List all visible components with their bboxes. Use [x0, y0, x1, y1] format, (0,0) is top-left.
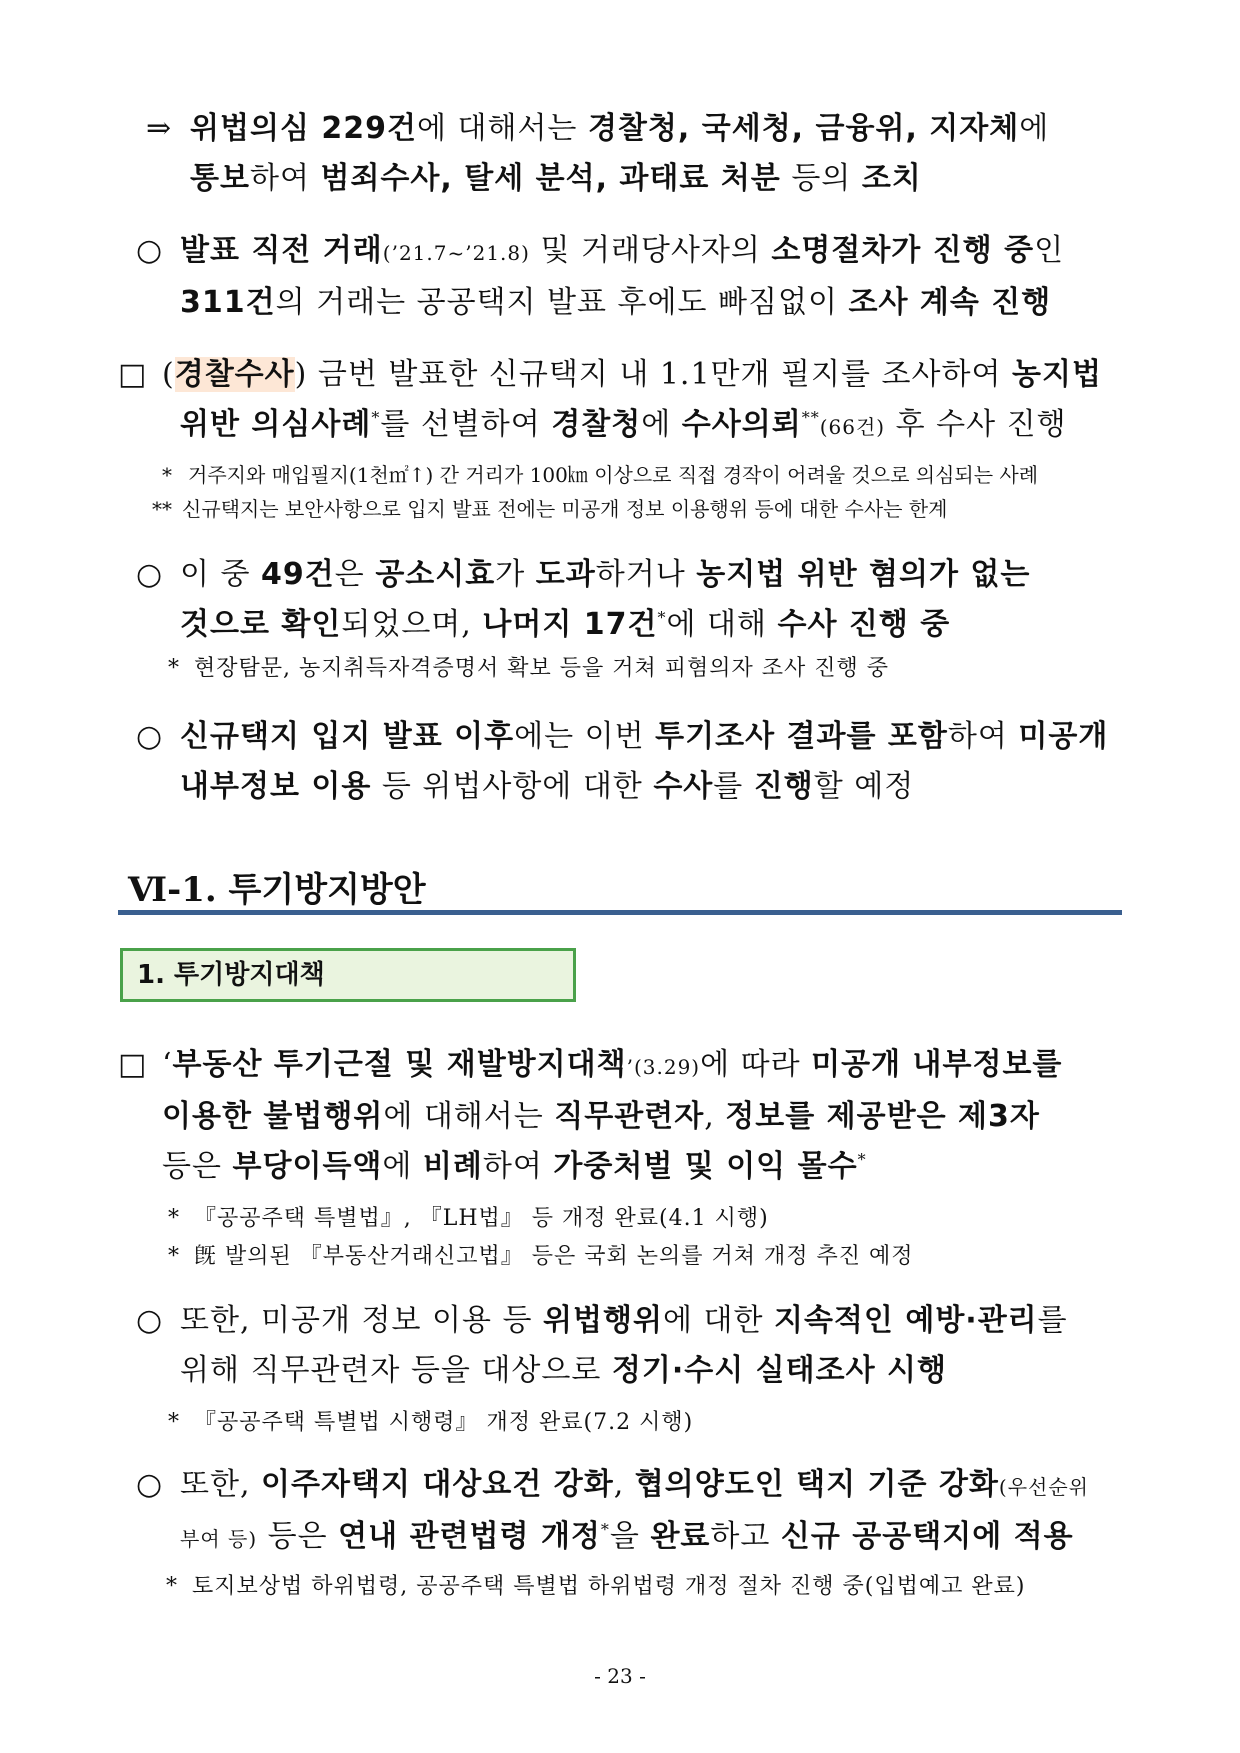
text: 에 대해서는	[383, 1099, 555, 1134]
footnote-mark: *	[657, 608, 667, 627]
footnote-mark: *	[168, 1410, 180, 1435]
text-line	[118, 400, 1102, 452]
text: 하여	[947, 719, 1019, 754]
circle-bullet-icon: ○	[136, 1467, 164, 1502]
emph-text: 협의양도인 택지 기준 강화	[634, 1467, 999, 1502]
circle-bullet-icon: ○	[136, 557, 164, 592]
footnote	[136, 1570, 1089, 1604]
text: 위해 직무관련자 등을 대상으로	[180, 1353, 612, 1388]
emph-text: 수사 진행 중	[777, 607, 951, 642]
emph-text: 311건	[180, 285, 276, 320]
emph-text: 이용한 불법행위	[162, 1099, 384, 1134]
block-statute-expired	[136, 550, 1030, 686]
section-title	[128, 862, 426, 911]
text-line	[136, 712, 1108, 762]
text-line	[118, 1040, 1062, 1092]
emph-text: 발표 직전 거래	[180, 233, 383, 268]
text: 등은	[257, 1519, 339, 1554]
text: 에는 이번	[514, 719, 656, 754]
block-resettlement-land	[136, 1460, 1089, 1604]
text: 등 위법사항에 대한	[371, 769, 654, 804]
text: 가	[495, 557, 536, 592]
text: 할 예정	[813, 769, 915, 804]
text-line	[118, 1092, 1062, 1142]
emph-text: 위법의심 229건	[190, 111, 417, 146]
text: 부여 등)	[180, 1527, 258, 1551]
text-line	[136, 1512, 1089, 1564]
emph-text: 투기조사 결과를 포함	[655, 719, 948, 754]
emph-text: 지속적인 예방·관리	[773, 1303, 1038, 1338]
square-bullet-icon: □	[118, 357, 148, 392]
arrow-icon: ⇒	[146, 111, 173, 146]
text: ,	[704, 1099, 726, 1134]
emph-text: 이주자택지 대상요건 강화	[261, 1467, 614, 1502]
text: 을	[609, 1519, 651, 1554]
block-pre-announcement	[136, 226, 1064, 328]
block-after-announcement	[136, 712, 1108, 812]
emph-text: 내부정보 이용	[180, 769, 372, 804]
text: 의 거래는 공공택지 발표 후에도 빠짐없이	[275, 285, 849, 320]
text: 은	[334, 557, 376, 592]
emph-text: 부동산 투기근절 및 재발방지대책	[172, 1047, 627, 1082]
text: (우선순위	[998, 1475, 1090, 1499]
emph-text: 농지법	[1011, 357, 1102, 392]
footnote-text: 旣 발의된 『부동산거래신고법』 등은 국회 논의를 거쳐 개정 추진 예정	[194, 1244, 914, 1269]
emph-text: 신규 공공택지에 적용	[780, 1519, 1074, 1554]
text-line	[136, 1296, 1068, 1346]
emph-text: 비례	[422, 1149, 483, 1184]
emph-text: 진행	[753, 769, 814, 804]
text-line	[136, 226, 1064, 278]
footnote-text: 토지보상법 하위법령, 공공주택 특별법 하위법령 개정 절차 진행 중(입법예고 완료)	[192, 1574, 1026, 1599]
text: ‘	[162, 1047, 173, 1082]
text-line	[118, 350, 1102, 400]
text: 하거나	[595, 557, 697, 592]
footnote-mark: *	[857, 1150, 867, 1169]
footnote-mark: **	[801, 408, 820, 427]
text-line	[136, 1346, 1068, 1396]
subsection-box	[120, 948, 576, 1002]
emph-text: 공소시효	[375, 557, 496, 592]
section-number: Ⅵ-1.	[128, 870, 217, 910]
text: 하여	[249, 161, 321, 196]
text: )	[294, 357, 308, 392]
emph-text: 신규택지 입지 발표 이후	[180, 719, 515, 754]
emph-text: 경찰청	[551, 407, 642, 442]
section-title-text: 투기방지방안	[228, 870, 426, 910]
emph-text: 조치	[861, 161, 922, 196]
emph-text: 위법행위	[543, 1303, 663, 1338]
page-number: - 23 -	[594, 1664, 646, 1688]
emph-text: 49건	[261, 557, 335, 592]
emph-text: 직무관련자	[554, 1099, 705, 1134]
emph-text: 미공개	[1018, 719, 1109, 754]
emph-text: 나머지 17건	[482, 607, 658, 642]
footnote-mark: *	[600, 1520, 610, 1539]
footnote-mark: *	[168, 1206, 180, 1231]
block-police-investigation	[118, 350, 1102, 526]
block-regular-inspection	[136, 1296, 1068, 1440]
text: 금번 발표한 신규택지 내 1.1만개 필지를 조사하여	[307, 357, 1012, 392]
footnote	[136, 1406, 1068, 1440]
footnote-mark: *	[162, 463, 172, 487]
text: 되었으며,	[341, 607, 483, 642]
emph-text: 정기·수시 실태조사 시행	[611, 1353, 947, 1388]
text: 에 대해	[666, 607, 778, 642]
footnote-text: 『공공주택 특별법 시행령』 개정 완료(7.2 시행)	[194, 1410, 694, 1435]
text-line	[136, 600, 1030, 650]
footnote-mark: *	[168, 656, 180, 681]
text: 에	[382, 1149, 423, 1184]
highlighted-term: 경찰수사	[174, 357, 295, 392]
section-divider	[118, 910, 1122, 915]
text-line	[118, 1142, 1062, 1192]
emph-text: 범죄수사, 탈세 분석, 과태료 처분	[320, 161, 781, 196]
footnote	[118, 1240, 1062, 1274]
emph-text: 정보를 제공받은 제3자	[725, 1099, 1040, 1134]
emph-text: 수사의뢰	[681, 407, 802, 442]
text: 및 거래당사자의	[529, 233, 772, 268]
text: 에 따라	[700, 1047, 812, 1082]
block-prevention-measures	[118, 1040, 1062, 1274]
emph-text: 완료	[650, 1519, 711, 1554]
circle-bullet-icon: ○	[136, 719, 164, 754]
footnote-mark: **	[152, 497, 172, 521]
footnote	[136, 652, 1030, 686]
emph-text: 조사 계속 진행	[848, 285, 1052, 320]
text: 를	[1037, 1303, 1068, 1338]
text: (’21.7~’21.8)	[382, 241, 530, 265]
emph-text: 소명절차가 진행 중	[771, 233, 1035, 268]
emph-text: 도과	[535, 557, 596, 592]
emph-text: 수사	[653, 769, 714, 804]
footnote-mark: *	[168, 1244, 180, 1269]
text-line	[146, 104, 1049, 154]
circle-bullet-icon: ○	[136, 1303, 164, 1338]
circle-bullet-icon: ○	[136, 233, 164, 268]
text: 에 대해서는	[416, 111, 588, 146]
footnote	[118, 1202, 1062, 1236]
text: 등은	[162, 1149, 233, 1184]
emph-text: 부당이득액	[232, 1149, 383, 1184]
square-bullet-icon: □	[118, 1047, 148, 1082]
emph-text: 연내 관련법령 개정	[338, 1519, 601, 1554]
text: (	[162, 357, 175, 392]
text-line	[136, 278, 1064, 328]
text: ’(3.29)	[626, 1055, 701, 1079]
emph-text: 통보	[190, 161, 250, 196]
footnote	[118, 492, 1102, 526]
block-arrow-result	[146, 104, 1049, 204]
text-line	[136, 762, 1108, 812]
emph-text: 위반 의심사례	[180, 407, 372, 442]
text: (66건)	[819, 415, 886, 439]
emph-text: 농지법 위반 혐의가 없는	[696, 557, 1031, 592]
emph-text: 가중처벌 및 이익 몰수	[553, 1149, 858, 1184]
footnote-text: 『공공주택 특별법』, 『LH법』 등 개정 완료(4.1 시행)	[194, 1206, 769, 1231]
text-line	[146, 154, 1049, 204]
emph-text: 것으로 확인	[180, 607, 342, 642]
text: 하여	[482, 1149, 554, 1184]
footnote-text: 현장탐문, 농지취득자격증명서 확보 등을 거쳐 피혐의자 조사 진행 중	[194, 656, 889, 681]
text: 를 선별하여	[380, 407, 552, 442]
text: 에	[1019, 111, 1050, 146]
footnote-mark: *	[371, 408, 381, 427]
text: ,	[613, 1467, 635, 1502]
text-line	[136, 1460, 1089, 1512]
text: 이 중	[180, 557, 262, 592]
text-line	[136, 550, 1030, 600]
text: 인	[1034, 233, 1065, 268]
text: 에 대한	[662, 1303, 774, 1338]
footnote-mark: *	[166, 1574, 178, 1599]
footnote-text: 거주지와 매입필지(1천㎡↑) 간 거리가 100㎞ 이상으로 직접 경작이 어려울 것으로 의심되는 사례	[188, 463, 1039, 487]
footnote	[118, 458, 1102, 492]
text: 또한, 미공개 정보 이용 등	[180, 1303, 544, 1338]
text: 하고	[710, 1519, 781, 1554]
emph-text: 미공개 내부정보를	[811, 1047, 1063, 1082]
text: 에	[641, 407, 682, 442]
text: 를	[713, 769, 754, 804]
text: 등의	[780, 161, 862, 196]
subsection-title: 1. 투기방지대책	[137, 960, 325, 990]
text: 또한,	[180, 1467, 262, 1502]
text: 후 수사 진행	[885, 407, 1067, 442]
emph-text: 경찰청, 국세청, 금융위, 지자체	[587, 111, 1020, 146]
footnote-text: 신규택지는 보안사항으로 입지 발표 전에는 미공개 정보 이용행위 등에 대한 수사는 한계	[182, 497, 948, 521]
